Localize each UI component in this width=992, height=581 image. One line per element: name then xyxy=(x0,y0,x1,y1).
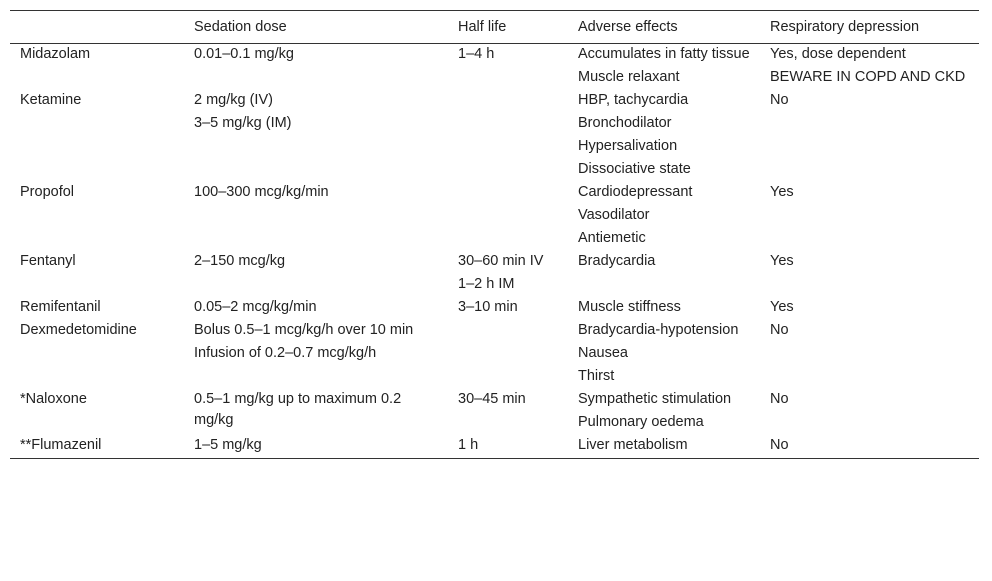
half-life-cell xyxy=(448,320,568,389)
respiratory-line: BEWARE IN COPD AND CKD xyxy=(770,69,966,85)
drug-name: Dexmedetomidine xyxy=(20,322,137,338)
half-life-cell xyxy=(448,389,568,435)
adverse-effects-line: Accumulates in fatty tissue xyxy=(578,46,750,62)
dose-line: Bolus 0.5–1 mcg/kg/h over 10 min xyxy=(194,322,414,338)
drug-name: *Naloxone xyxy=(20,391,87,407)
adverse-effects-line: Muscle stiffness xyxy=(578,299,681,315)
adverse-effects-line: Vasodilator xyxy=(578,207,650,223)
adverse-effects-line: Hypersalivation xyxy=(578,138,678,154)
adverse-effects-line: Pulmonary oedema xyxy=(578,414,704,430)
half-life-line: 1 h xyxy=(458,437,479,453)
respiratory-line: No xyxy=(770,391,789,407)
respiratory-cell xyxy=(760,44,979,91)
dose-line: 0.05–2 mcg/kg/min xyxy=(194,299,317,315)
dose-line: 0.01–0.1 mg/kg xyxy=(194,46,294,62)
adverse-effects-cell xyxy=(568,251,760,297)
dose-line: Infusion of 0.2–0.7 mcg/kg/h xyxy=(194,345,377,361)
adverse-effects-cell xyxy=(568,297,760,320)
adverse-effects-cell xyxy=(568,44,760,91)
header-half-life: Half life xyxy=(458,19,507,35)
adverse-effects-line: Dissociative state xyxy=(578,161,691,177)
adverse-effects-cell xyxy=(568,389,760,435)
header-sedation-dose: Sedation dose xyxy=(194,19,287,35)
adverse-effects-line: Liver metabolism xyxy=(578,437,688,453)
dose-cell xyxy=(184,297,448,320)
drug-name: Midazolam xyxy=(20,46,91,62)
half-life-cell xyxy=(448,435,568,459)
respiratory-cell xyxy=(760,182,979,251)
table-header xyxy=(10,11,979,44)
adverse-effects-cell xyxy=(568,320,760,389)
dose-cell xyxy=(184,182,448,251)
respiratory-cell xyxy=(760,320,979,389)
dose-line: 2 mg/kg (IV) xyxy=(194,92,273,108)
adverse-effects-cell xyxy=(568,435,760,459)
respiratory-line: Yes xyxy=(770,184,794,200)
respiratory-line: No xyxy=(770,437,789,453)
table-row xyxy=(10,389,979,435)
adverse-effects-line: Antiemetic xyxy=(578,230,646,246)
drug-cell xyxy=(10,389,184,435)
dose-cell xyxy=(184,44,448,91)
half-life-cell xyxy=(448,44,568,91)
sedation-drugs-table xyxy=(10,10,979,459)
adverse-effects-cell xyxy=(568,90,760,182)
adverse-effects-line: Muscle relaxant xyxy=(578,69,680,85)
half-life-cell xyxy=(448,297,568,320)
respiratory-line: No xyxy=(770,322,789,338)
table-row xyxy=(10,251,979,297)
table-row xyxy=(10,182,979,251)
dose-line: 1–5 mg/kg xyxy=(194,437,262,453)
adverse-effects-line: Bradycardia-hypotension xyxy=(578,322,739,338)
respiratory-cell xyxy=(760,435,979,459)
table-row xyxy=(10,297,979,320)
respiratory-line: Yes xyxy=(770,299,794,315)
half-life-line: 30–45 min xyxy=(458,391,526,407)
drug-name: **Flumazenil xyxy=(20,437,102,453)
drug-cell xyxy=(10,435,184,459)
dose-cell xyxy=(184,251,448,297)
respiratory-cell xyxy=(760,90,979,182)
dose-cell xyxy=(184,320,448,389)
half-life-line: 1–4 h xyxy=(458,46,495,62)
dose-cell xyxy=(184,90,448,182)
drug-cell xyxy=(10,90,184,182)
respiratory-cell xyxy=(760,297,979,320)
drug-cell xyxy=(10,320,184,389)
half-life-cell xyxy=(448,90,568,182)
dose-cell xyxy=(184,389,448,435)
table-row xyxy=(10,90,979,182)
dose-line: 100–300 mcg/kg/min xyxy=(194,184,329,200)
dose-line: 3–5 mg/kg (IM) xyxy=(194,115,292,131)
table-row xyxy=(10,44,979,91)
header-drug xyxy=(10,11,184,44)
adverse-effects-line: Cardiodepressant xyxy=(578,184,693,200)
drug-name: Fentanyl xyxy=(20,253,76,269)
adverse-effects-line: Thirst xyxy=(578,368,615,384)
adverse-effects-cell xyxy=(568,182,760,251)
table-row xyxy=(10,320,979,389)
dose-line: 2–150 mcg/kg xyxy=(194,253,286,269)
drug-name: Propofol xyxy=(20,184,75,200)
respiratory-line: No xyxy=(770,92,789,108)
half-life-line: 3–10 min xyxy=(458,299,518,315)
drug-cell xyxy=(10,297,184,320)
respiratory-cell xyxy=(760,251,979,297)
half-life-cell xyxy=(448,251,568,297)
adverse-effects-line: Nausea xyxy=(578,345,628,361)
drug-cell xyxy=(10,182,184,251)
drug-name: Remifentanil xyxy=(20,299,101,315)
half-life-line: 1–2 h IM xyxy=(458,276,515,292)
drug-cell xyxy=(10,251,184,297)
respiratory-cell xyxy=(760,389,979,435)
sedation-table-container xyxy=(10,10,979,459)
adverse-effects-line: HBP, tachycardia xyxy=(578,92,689,108)
adverse-effects-line: Bradycardia xyxy=(578,253,656,269)
adverse-effects-line: Bronchodilator xyxy=(578,115,672,131)
drug-cell xyxy=(10,44,184,91)
half-life-cell xyxy=(448,182,568,251)
header-adverse-effects: Adverse effects xyxy=(578,19,678,35)
table-body xyxy=(10,44,979,459)
respiratory-line: Yes xyxy=(770,253,794,269)
header-row xyxy=(10,11,979,44)
table-row xyxy=(10,435,979,459)
dose-line: 0.5–1 mg/kg up to maximum 0.2 mg/kg xyxy=(194,391,402,428)
half-life-line: 30–60 min IV xyxy=(458,253,544,269)
respiratory-line: Yes, dose dependent xyxy=(770,46,906,62)
header-respiratory-depression: Respiratory depression xyxy=(770,19,920,35)
dose-cell xyxy=(184,435,448,459)
drug-name: Ketamine xyxy=(20,92,82,108)
adverse-effects-line: Sympathetic stimulation xyxy=(578,391,732,407)
